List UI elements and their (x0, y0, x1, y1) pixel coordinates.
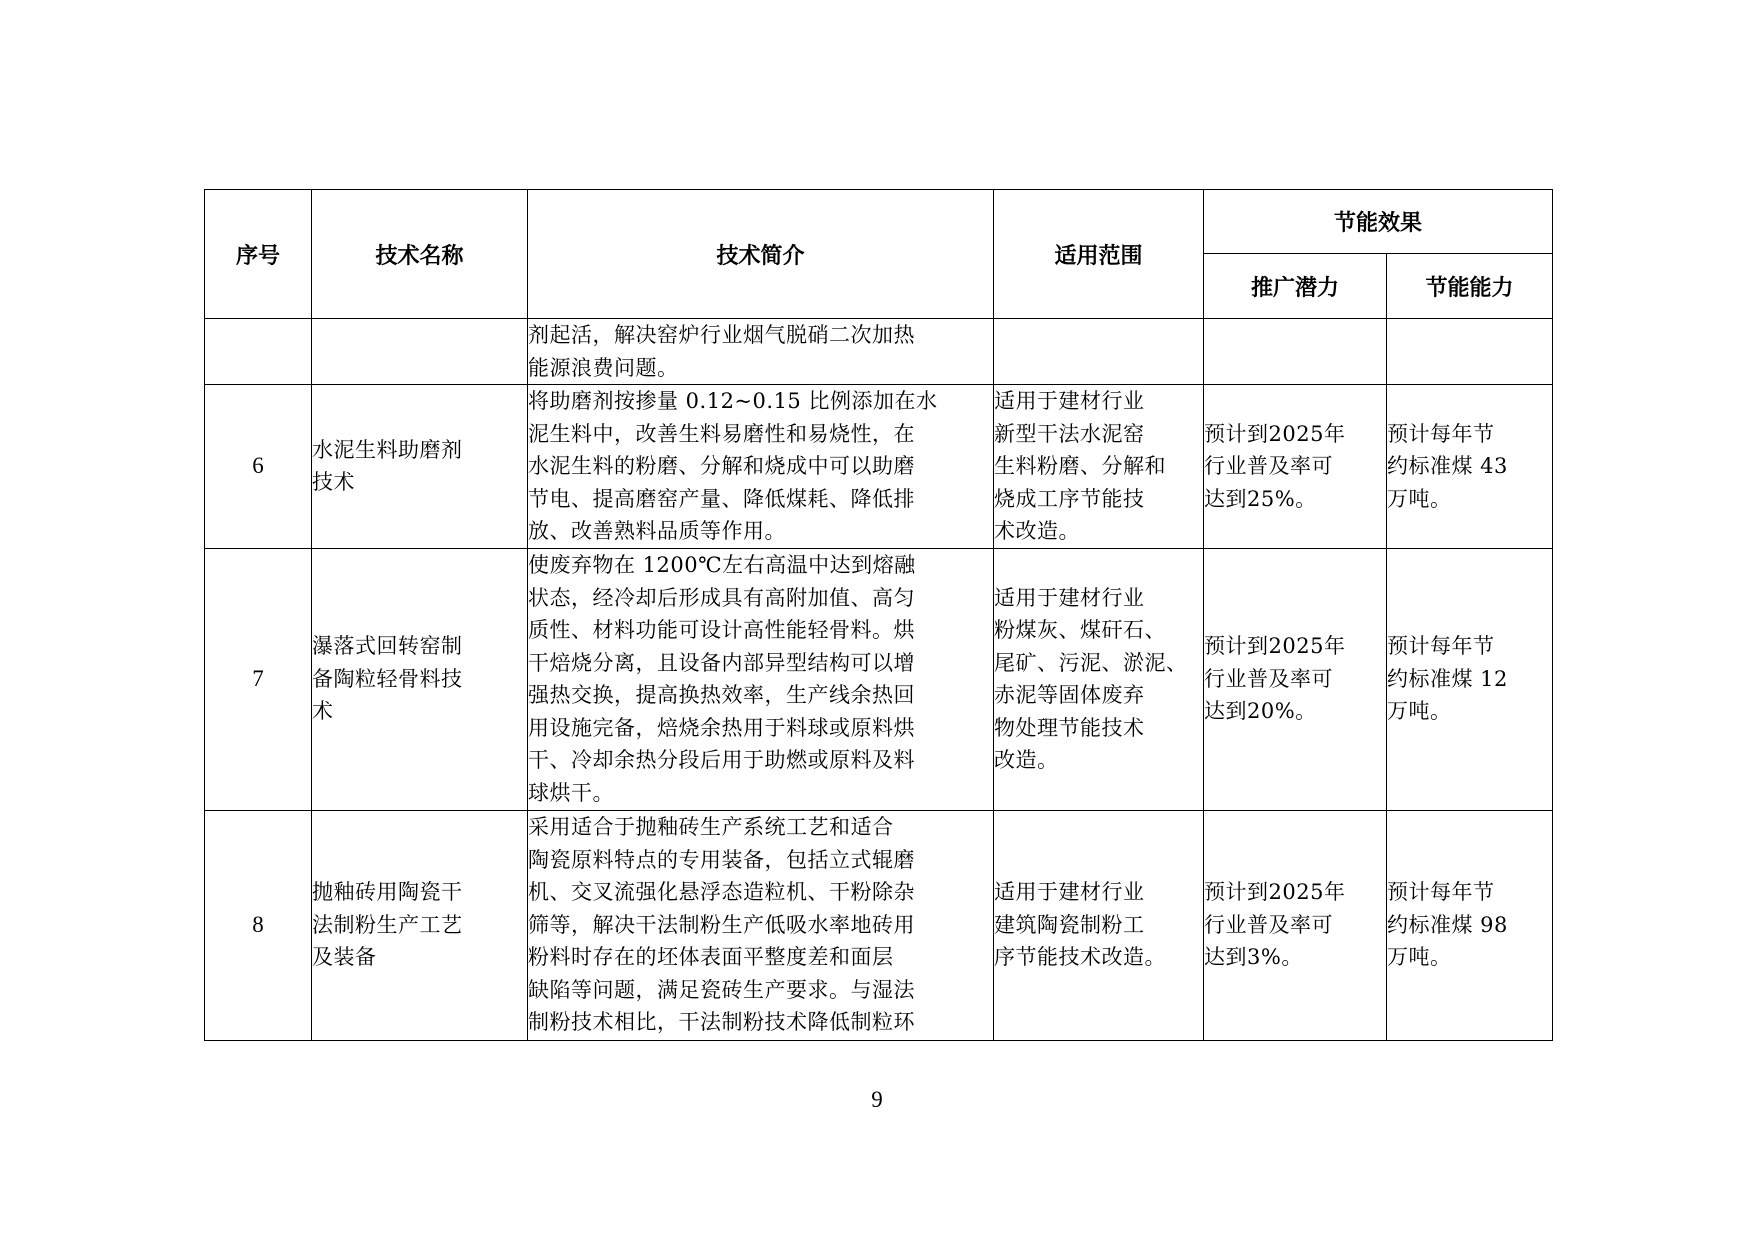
header-potential: 推广潜力 (1204, 254, 1387, 319)
cell-intro (528, 548, 994, 810)
text-line: 物处理节能技术 (994, 715, 1145, 740)
text-line: 行业普及率可 (1204, 454, 1333, 478)
cell-seq: 7 (205, 548, 312, 810)
text-line: 适用于建材行业 (994, 880, 1145, 905)
text-line: 将助磨剂按掺量 0.12~0.15 比例添加在水 (528, 389, 938, 413)
cell-name (312, 548, 528, 810)
cell-capacity (1387, 548, 1553, 810)
cell-name (312, 319, 528, 385)
cell-potential (1204, 319, 1387, 385)
text-line: 筛等，解决干法制粉生产低吸水率地砖用 (528, 912, 915, 937)
text-line: 适用于建材行业 (994, 389, 1145, 413)
text-line: 及装备 (312, 945, 377, 970)
cell-seq: 8 (205, 810, 312, 1040)
text-line: 技术 (312, 470, 355, 495)
text-line: 万吨。 (1387, 699, 1452, 724)
text-line: 约标准煤 98 (1387, 912, 1508, 937)
cell-capacity (1387, 319, 1553, 385)
text-line: 达到3%。 (1204, 945, 1303, 970)
text-line: 万吨。 (1387, 945, 1452, 970)
text-line: 术改造。 (994, 519, 1080, 543)
text-line: 状态，经冷却后形成具有高附加值、高匀 (528, 585, 915, 610)
cell-seq (205, 319, 312, 385)
tech-table (204, 189, 1553, 1041)
text-line: 尾矿、污泥、淤泥、 (994, 650, 1188, 675)
text-line: 使废弃物在 1200℃左右高温中达到熔融 (528, 553, 916, 577)
cell-scope (994, 548, 1204, 810)
text-line: 行业普及率可 (1204, 666, 1333, 691)
cell-intro (528, 810, 994, 1040)
text-line: 预计每年节 (1387, 421, 1495, 446)
text-line: 干焙烧分离，且设备内部异型结构可以增 (528, 650, 915, 675)
text-line: 预计到2025年 (1204, 634, 1346, 659)
text-line: 泥生料中，改善生料易磨性和易烧性，在 (528, 421, 915, 446)
text-line: 放、改善熟料品质等作用。 (528, 519, 786, 543)
text-line: 万吨。 (1387, 486, 1452, 511)
text-line: 预计每年节 (1387, 634, 1495, 659)
cell-name (312, 385, 528, 549)
text-line: 达到25%。 (1204, 486, 1317, 511)
text-line: 用设施完备，焙烧余热用于料球或原料烘 (528, 715, 915, 740)
text-line: 适用于建材行业 (994, 585, 1145, 610)
cell-capacity (1387, 810, 1553, 1040)
text-line: 预计到2025年 (1204, 421, 1346, 446)
cell-name (312, 810, 528, 1040)
text-line: 约标准煤 12 (1387, 666, 1508, 691)
header-seq: 序号 (205, 190, 312, 319)
table-row (205, 385, 1553, 549)
text-line: 强热交换，提高换热效率，生产线余热回 (528, 683, 915, 707)
table-row (205, 548, 1553, 810)
header-row-top (205, 190, 1553, 254)
text-line: 建筑陶瓷制粉工 (994, 912, 1145, 937)
header-name: 技术名称 (312, 190, 528, 319)
text-line: 水泥生料的粉磨、分解和烧成中可以助磨 (528, 454, 915, 478)
table-row (205, 319, 1553, 385)
table-body (205, 319, 1553, 1041)
text-line: 缺陷等问题，满足瓷砖生产要求。与湿法 (528, 977, 915, 1002)
text-line: 行业普及率可 (1204, 912, 1333, 937)
text-line: 术 (312, 699, 334, 724)
text-line: 抛釉砖用陶瓷干 (312, 880, 463, 905)
text-line: 剂起活，解决窑炉行业烟气脱硝二次加热 (528, 323, 915, 347)
cell-potential (1204, 810, 1387, 1040)
text-line: 新型干法水泥窑 (994, 421, 1145, 446)
text-line: 干、冷却余热分段后用于助燃或原料及料 (528, 748, 915, 772)
header-scope: 适用范围 (994, 190, 1204, 319)
text-line: 节电、提高磨窑产量、降低煤耗、降低排 (528, 486, 915, 511)
text-line: 赤泥等固体废弃 (994, 683, 1145, 707)
text-line: 改造。 (994, 748, 1059, 772)
text-line: 备陶粒轻骨料技 (312, 666, 463, 691)
cell-scope (994, 319, 1204, 385)
text-line: 粉煤灰、煤矸石、 (994, 618, 1166, 642)
text-line: 水泥生料助磨剂 (312, 437, 463, 462)
text-line: 球烘干。 (528, 780, 614, 805)
text-line: 采用适合于抛釉砖生产系统工艺和适合 (528, 815, 894, 840)
text-line: 质性、材料功能可设计高性能轻骨料。烘 (528, 618, 915, 642)
table-row (205, 810, 1553, 1040)
cell-seq: 6 (205, 385, 312, 549)
text-line: 法制粉生产工艺 (312, 912, 463, 937)
page-number: 9 (871, 1087, 883, 1112)
text-line: 烧成工序节能技 (994, 486, 1145, 511)
text-line: 陶瓷原料特点的专用装备，包括立式辊磨 (528, 847, 915, 872)
text-line: 瀑落式回转窑制 (312, 634, 463, 659)
cell-potential (1204, 548, 1387, 810)
text-line: 生料粉磨、分解和 (994, 454, 1166, 478)
header-capacity: 节能能力 (1387, 254, 1553, 319)
text-line: 达到20%。 (1204, 699, 1317, 724)
cell-intro (528, 385, 994, 549)
text-line: 预计到2025年 (1204, 880, 1346, 905)
cell-capacity (1387, 385, 1553, 549)
text-line: 机、交叉流强化悬浮态造粒机、干粉除杂 (528, 880, 915, 905)
text-line: 约标准煤 43 (1387, 454, 1508, 478)
header-intro: 技术简介 (528, 190, 994, 319)
cell-intro (528, 319, 994, 385)
cell-scope (994, 810, 1204, 1040)
text-line: 序节能技术改造。 (994, 945, 1166, 970)
text-line: 粉料时存在的坯体表面平整度差和面层 (528, 945, 894, 970)
text-line: 预计每年节 (1387, 880, 1495, 905)
text-line: 制粉技术相比，干法制粉技术降低制粒环 (528, 1010, 915, 1035)
cell-potential (1204, 385, 1387, 549)
cell-scope (994, 385, 1204, 549)
text-line: 能源浪费问题。 (528, 355, 679, 380)
header-effect: 节能效果 (1204, 190, 1553, 254)
